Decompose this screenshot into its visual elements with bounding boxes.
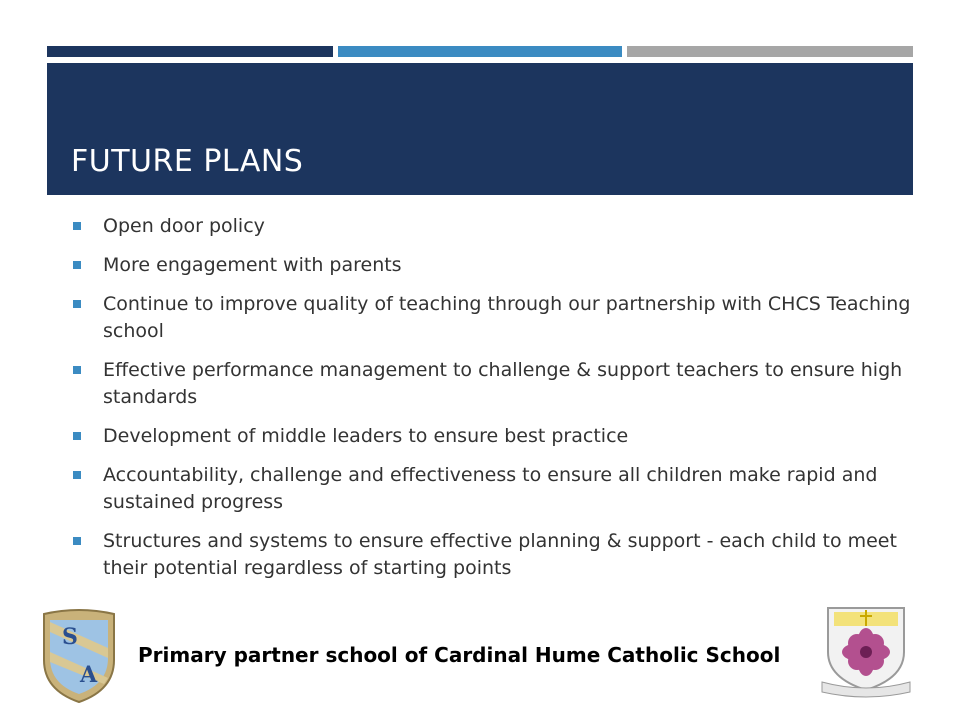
square-bullet-icon — [73, 261, 81, 269]
bullet-text: Accountability, challenge and effectiveness to ensure all children make rapid and sustained progress — [103, 464, 878, 513]
bullet-text: Continue to improve quality of teaching through our partnership with CHCS Teaching school — [103, 293, 911, 342]
crest-letter-a: A — [80, 662, 98, 688]
accent-bar-navy — [47, 46, 333, 57]
title-band — [47, 63, 913, 195]
square-bullet-icon — [73, 366, 81, 374]
bullet-item — [73, 528, 913, 582]
footer-text: Primary partner school of Cardinal Hume Catholic School — [138, 643, 781, 667]
bullet-list — [73, 213, 913, 594]
accent-bar-blue — [338, 46, 622, 57]
bullet-text: Effective performance management to challenge & support teachers to ensure high standards — [103, 359, 903, 408]
square-bullet-icon — [73, 222, 81, 230]
square-bullet-icon — [73, 537, 81, 545]
school-crest-icon — [38, 608, 120, 704]
accent-bar-gray — [627, 46, 913, 57]
bullet-item — [73, 423, 913, 450]
cardinal-hume-crest-icon — [816, 602, 916, 698]
bullet-item — [73, 252, 913, 279]
square-bullet-icon — [73, 300, 81, 308]
bullet-item — [73, 357, 913, 411]
bullet-text: Development of middle leaders to ensure best practice — [103, 425, 629, 447]
bullet-item — [73, 291, 913, 345]
square-bullet-icon — [73, 432, 81, 440]
crest-letter-s: S — [62, 624, 78, 650]
bullet-item — [73, 213, 913, 240]
bullet-text: Structures and systems to ensure effective planning & support - each child to meet their potential regardless of starting points — [103, 530, 897, 579]
bullet-text: Open door policy — [103, 215, 265, 237]
bullet-text: More engagement with parents — [103, 254, 402, 276]
square-bullet-icon — [73, 471, 81, 479]
slide-title: FUTURE PLANS — [71, 144, 304, 179]
bullet-item — [73, 462, 913, 516]
